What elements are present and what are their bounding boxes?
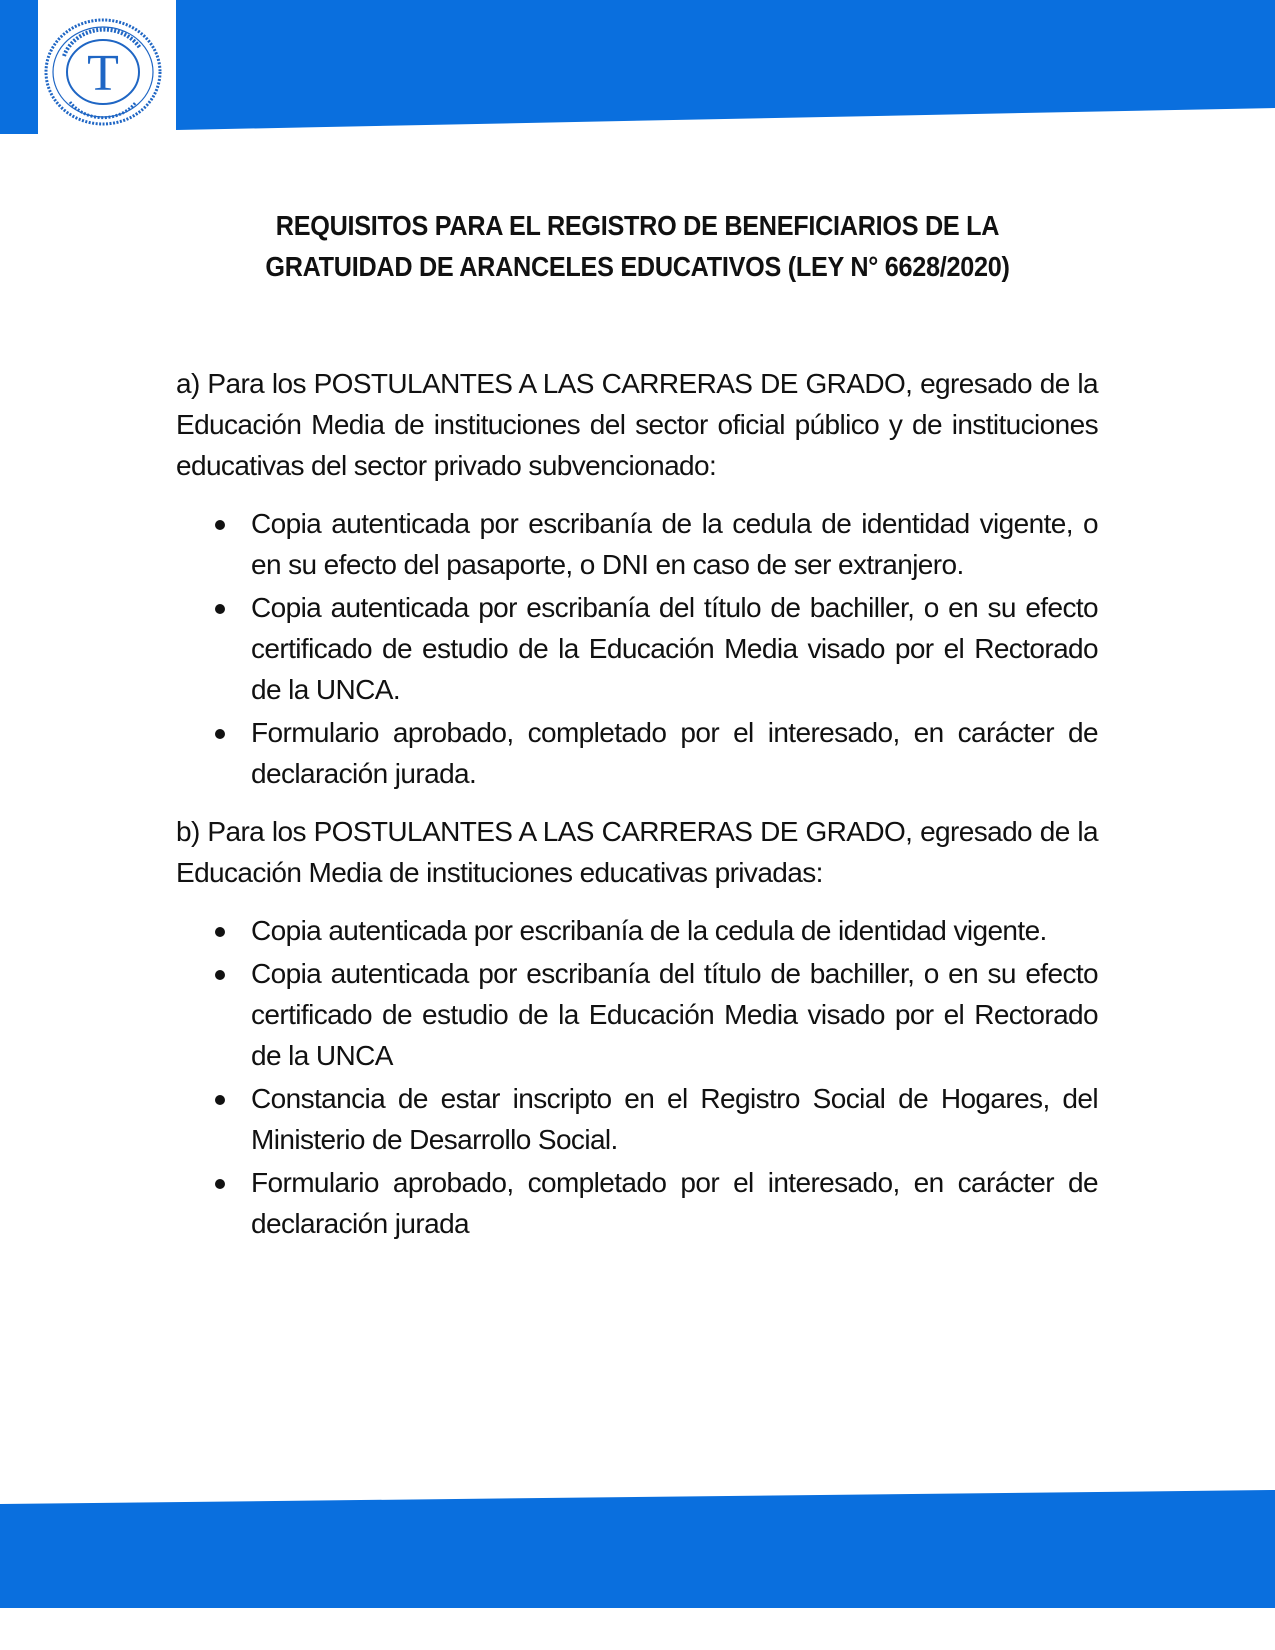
bullet-icon [215, 729, 225, 739]
list-item [251, 712, 1098, 794]
institute-seal-icon [44, 18, 162, 126]
section-a-intro: a) Para los POSTULANTES A LAS CARRERAS DE GRADO, egresado de la Educación Media de instituciones del sector oficial público y de instituciones educativas del sector privado subvencionado: [176, 368, 1098, 481]
bullet-icon [215, 927, 225, 937]
bullet-icon [215, 970, 225, 980]
section-b-intro: b) Para los POSTULANTES A LAS CARRERAS DE GRADO, egresado de la Educación Media de instituciones educativas privadas: [176, 816, 1098, 888]
bullet-icon [215, 1095, 225, 1105]
list-item [251, 953, 1098, 1076]
bullet-icon [215, 520, 225, 530]
list-item-text: Copia autenticada por escribanía de la cedula de identidad vigente. [251, 915, 1047, 946]
list-item [251, 910, 1098, 951]
list-item-text: Formulario aprobado, completado por el interesado, en carácter de declaración jurada [251, 1167, 1098, 1239]
footer-band [0, 1490, 1275, 1610]
list-item [251, 587, 1098, 710]
bullet-icon [215, 1179, 225, 1189]
list-item-text: Copia autenticada por escribanía del título de bachiller, o en su efecto certificado de estudio de la Educación Media visado por el Rectorado de la UNCA. [251, 592, 1098, 705]
list-item-text: Copia autenticada por escribanía del título de bachiller, o en su efecto certificado de estudio de la Educación Media visado por el Rectorado de la UNCA [251, 958, 1098, 1071]
document-body [176, 363, 1098, 1261]
footer-band-shape [0, 1490, 1275, 1608]
section-a-list [176, 503, 1098, 794]
title-line-1: REQUISITOS PARA EL REGISTRO DE BENEFICIARIOS DE LA [275, 210, 1000, 241]
list-item [251, 1162, 1098, 1244]
header-band-left [0, 0, 38, 134]
header-band-right [176, 0, 1275, 130]
title-line-2: GRATUIDAD DE ARANCELES EDUCATIVOS (LEY N° 6628/2020) [265, 251, 1010, 282]
header-band [0, 0, 1275, 140]
logo-letter: T [87, 45, 119, 102]
list-item-text: Formulario aprobado, completado por el interesado, en carácter de declaración jurada. [251, 717, 1098, 789]
list-item-text: Copia autenticada por escribanía de la cedula de identidad vigente, o en su efecto del pasaporte, o DNI en caso de ser extranjero. [251, 508, 1098, 580]
bullet-icon [215, 604, 225, 614]
list-item [251, 503, 1098, 585]
list-item [251, 1078, 1098, 1160]
list-item-text: Constancia de estar inscripto en el Registro Social de Hogares, del Ministerio de Desarrollo Social. [251, 1083, 1098, 1155]
section-b-list [176, 910, 1098, 1244]
page-title [181, 205, 1095, 287]
